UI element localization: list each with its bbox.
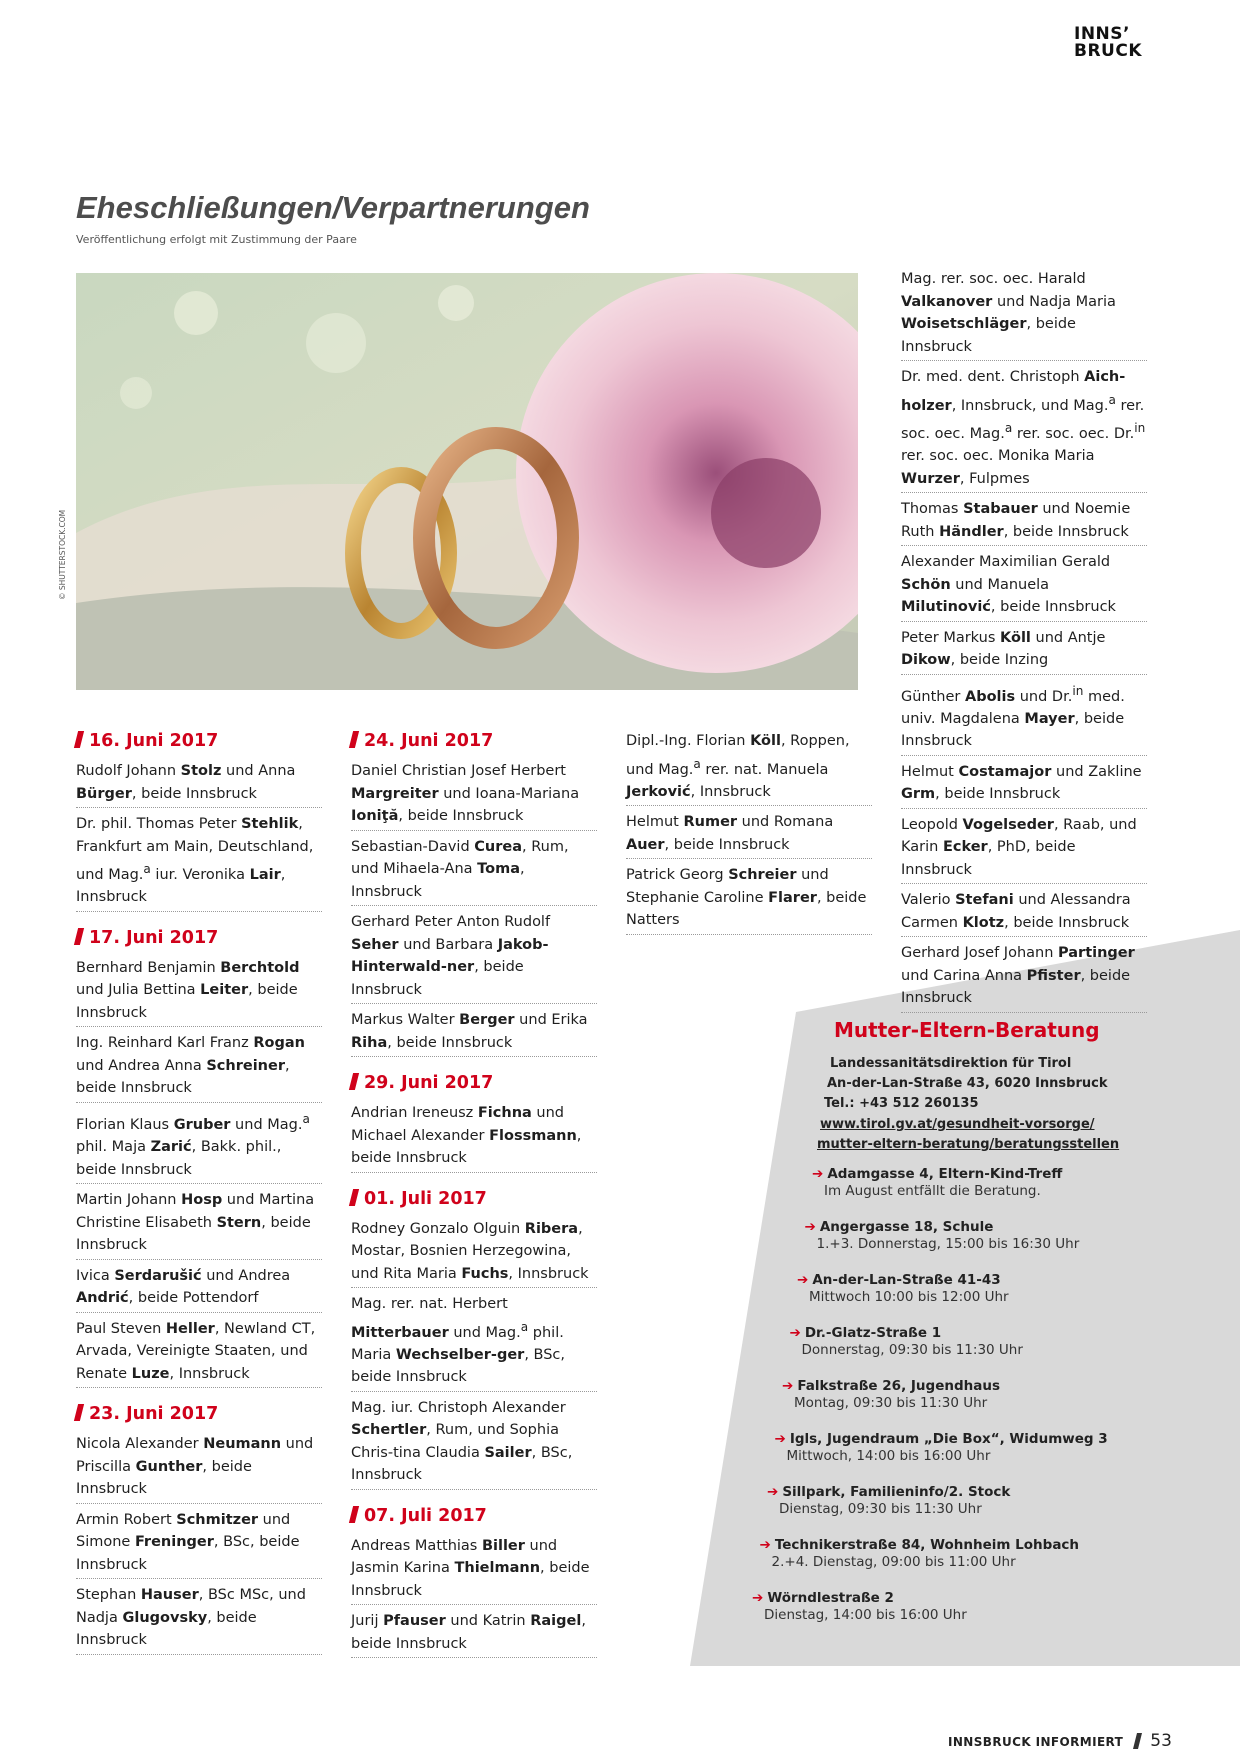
wedding-rings-photo	[76, 273, 858, 690]
location-time: Im August entfällt die Beratung.	[824, 1183, 1041, 1199]
marriage-entry: Mag. rer. soc. oec. Harald Valkanover und Nadja Maria Woisetschläger, beide Innsbruck	[901, 267, 1147, 361]
page-subtitle: Veröffentlichung erfolgt mit Zustimmung der Paare	[76, 233, 357, 246]
marriage-entry: Dr. med. dent. Christoph Aich-holzer, Innsbruck, und Mag.$^a$ rer. soc. oec. Mag.$^a$ rer. soc. oec. Dr.$^{in}$ rer. soc. oec. Monika Maria Wurzer, Fulpmes	[901, 365, 1147, 493]
date-slash	[74, 731, 84, 748]
marriage-entry: Paul Steven Heller, Newland CT, Arvada, Vereinigte Staaten, und Renate Luze, Innsbruck	[76, 1317, 322, 1389]
marriage-entry: Günther Abolis und Dr.$^{in}$ med. univ. Magdalena Mayer, beide Innsbruck	[901, 679, 1147, 756]
marriage-entry: Dipl.-Ing. Florian Köll, Roppen, und Mag.$^a$ rer. nat. Manuela Jerković, Innsbruck	[626, 729, 872, 806]
location-name: Wörndlestraße 2	[767, 1590, 894, 1606]
marriage-entry: Sebastian-David Curea, Rum, und Mihaela-Ana Toma, Innsbruck	[351, 835, 597, 907]
location-time: Mittwoch 10:00 bis 12:00 Uhr	[809, 1289, 1009, 1305]
location-item	[782, 1378, 1000, 1411]
logo	[1074, 26, 1142, 60]
box-title: Mutter-Eltern-Beratung	[834, 1018, 1100, 1042]
box-tel: Tel.: +43 512 260135	[824, 1096, 979, 1111]
arrow-icon: ➔	[804, 1219, 816, 1235]
marriage-entry: Alexander Maximilian Gerald Schön und Manuela Milutinović, beide Innsbruck	[901, 550, 1147, 622]
page-title: Eheschließungen/Verpartnerungen	[76, 190, 590, 225]
date-text: 01. Juli 2017	[364, 1188, 487, 1209]
marriage-entry: Ing. Reinhard Karl Franz Rogan und Andrea Anna Schreiner, beide Innsbruck	[76, 1031, 322, 1103]
marriage-entry: Bernhard Benjamin Berchtold und Julia Bettina Leiter, beide Innsbruck	[76, 956, 322, 1028]
column-3	[626, 729, 872, 939]
marriage-entry: Helmut Rumer und Romana Auer, beide Innsbruck	[626, 810, 872, 859]
location-time: Mittwoch, 14:00 bis 16:00 Uhr	[786, 1448, 991, 1464]
arrow-icon: ➔	[767, 1484, 779, 1500]
date-text: 17. Juni 2017	[89, 927, 219, 948]
location-name: An-der-Lan-Straße 41-43	[812, 1272, 1001, 1288]
date-slash	[349, 731, 359, 748]
marriage-entry: Armin Robert Schmitzer und Simone Freninger, BSc, beide Innsbruck	[76, 1508, 322, 1580]
location-name: Technikerstraße 84, Wohnheim Lohbach	[774, 1537, 1080, 1553]
marriage-entry: Rodney Gonzalo Olguin Ribera, Mostar, Bosnien Herzegowina, und Rita Maria Fuchs, Innsbruck	[351, 1217, 597, 1289]
location-time: 2.+4. Dienstag, 09:00 bis 11:00 Uhr	[771, 1554, 1016, 1570]
logo-line-1: INNS’	[1074, 24, 1130, 44]
location-name: Angergasse 18, Schule	[819, 1219, 994, 1235]
column-4	[901, 267, 1147, 1017]
location-time: Montag, 09:30 bis 11:30 Uhr	[794, 1395, 988, 1411]
location-name: Igls, Jugendraum „Die Box“, Widumweg 3	[789, 1431, 1108, 1447]
location-name: Falkstraße 26, Jugendhaus	[797, 1378, 1000, 1394]
marriage-entry: Patrick Georg Schreier und Stephanie Caroline Flarer, beide Natters	[626, 863, 872, 935]
column-2	[351, 729, 597, 1662]
date-slash	[349, 1506, 359, 1523]
date-slash	[349, 1189, 359, 1206]
date-text: 23. Juni 2017	[89, 1404, 219, 1425]
logo-line-2: BRUCK	[1074, 41, 1143, 61]
date-slash	[74, 928, 84, 945]
page-number: 53	[1150, 1731, 1172, 1751]
date-heading	[351, 1504, 597, 1528]
location-item	[797, 1272, 1009, 1305]
location-name: Sillpark, Familieninfo/2. Stock	[782, 1484, 1011, 1500]
date-text: 07. Juli 2017	[364, 1505, 487, 1526]
marriage-entry: Florian Klaus Gruber und Mag.$^a$ phil. Maja Zarić, Bakk. phil., beide Innsbruck	[76, 1107, 322, 1184]
marriage-entry: Peter Markus Köll und Antje Dikow, beide Inzing	[901, 626, 1147, 675]
marriage-entry: Ivica Serdarušić und Andrea Andrić, beide Pottendorf	[76, 1264, 322, 1313]
arrow-icon: ➔	[752, 1590, 764, 1606]
marriage-entry: Valerio Stefani und Alessandra Carmen Klotz, beide Innsbruck	[901, 888, 1147, 937]
date-heading	[76, 729, 322, 753]
footer-slash	[1133, 1733, 1142, 1749]
location-time: Donnerstag, 09:30 bis 11:30 Uhr	[801, 1342, 1023, 1358]
marriage-entry: Gerhard Peter Anton Rudolf Seher und Barbara Jakob-Hinterwald-ner, beide Innsbruck	[351, 910, 597, 1004]
marriage-entry: Dr. phil. Thomas Peter Stehlik, Frankfurt am Main, Deutschland, und Mag.$^a$ iur. Veronika Lair, Innsbruck	[76, 812, 322, 912]
marriage-entry: Leopold Vogelseder, Raab, und Karin Ecker, PhD, beide Innsbruck	[901, 813, 1147, 885]
date-text: 16. Juni 2017	[89, 731, 219, 751]
arrow-icon: ➔	[782, 1378, 794, 1394]
marriage-entry: Mag. rer. nat. Herbert Mitterbauer und Mag.$^a$ phil. Maria Wechselber-ger, BSc, beide Innsbruck	[351, 1292, 597, 1392]
date-text: 29. Juni 2017	[364, 1073, 494, 1093]
location-name: Dr.-Glatz-Straße 1	[804, 1325, 942, 1341]
location-name: Adamgasse 4, Eltern-Kind-Treff	[827, 1166, 1063, 1182]
date-heading	[351, 1187, 597, 1211]
footer-label: INNSBRUCK INFORMIERT	[948, 1735, 1124, 1749]
marriage-entry: Martin Johann Hosp und Martina Christine Elisabeth Stern, beide Innsbruck	[76, 1188, 322, 1260]
date-slash	[349, 1073, 359, 1090]
page-footer	[948, 1731, 1172, 1751]
marriage-entry: Jurij Pfauser und Katrin Raigel, beide Innsbruck	[351, 1609, 597, 1658]
marriage-entry: Stephan Hauser, BSc MSc, und Nadja Glugovsky, beide Innsbruck	[76, 1583, 322, 1655]
location-item	[790, 1325, 1023, 1358]
box-address: An-der-Lan-Straße 43, 6020 Innsbruck	[827, 1076, 1108, 1091]
location-time: 1.+3. Donnerstag, 15:00 bis 16:30 Uhr	[816, 1236, 1080, 1252]
marriage-entry: Andreas Matthias Biller und Jasmin Karina Thielmann, beide Innsbruck	[351, 1534, 597, 1606]
date-heading	[76, 1402, 322, 1426]
box-url-line-2[interactable]: mutter-eltern-beratung/beratungsstellen	[817, 1137, 1120, 1152]
marriage-entry: Mag. iur. Christoph Alexander Schertler, Rum, und Sophia Chris-tina Claudia Sailer, BSc, Innsbruck	[351, 1396, 597, 1490]
location-time: Dienstag, 14:00 bis 16:00 Uhr	[764, 1607, 967, 1623]
marriage-entry: Gerhard Josef Johann Partinger und Carina Anna Pfister, beide Innsbruck	[901, 941, 1147, 1013]
location-item	[752, 1590, 967, 1623]
arrow-icon: ➔	[759, 1537, 771, 1553]
location-item	[805, 1219, 1080, 1252]
date-heading	[351, 729, 597, 753]
arrow-icon: ➔	[797, 1272, 809, 1288]
location-item	[775, 1431, 1108, 1464]
marriage-entry: Helmut Costamajor und Zakline Grm, beide Innsbruck	[901, 760, 1147, 809]
arrow-icon: ➔	[789, 1325, 801, 1341]
location-item	[812, 1166, 1062, 1199]
marriage-entry: Nicola Alexander Neumann und Priscilla Gunther, beide Innsbruck	[76, 1432, 322, 1504]
date-slash	[74, 1404, 84, 1421]
marriage-entry: Markus Walter Berger und Erika Riha, beide Innsbruck	[351, 1008, 597, 1057]
arrow-icon: ➔	[812, 1166, 824, 1182]
date-heading	[76, 926, 322, 950]
marriage-entry: Rudolf Johann Stolz und Anna Bürger, beide Innsbruck	[76, 759, 322, 808]
date-text: 24. Juni 2017	[364, 731, 494, 751]
date-heading	[351, 1071, 597, 1095]
location-item	[760, 1537, 1080, 1570]
photo-credit: © SHUTTERSTOCK.COM	[58, 509, 67, 600]
column-1	[76, 729, 322, 1659]
marriage-entry: Andrian Ireneusz Fichna und Michael Alexander Flossmann, beide Innsbruck	[351, 1101, 597, 1173]
marriage-entry: Daniel Christian Josef Herbert Margreiter und Ioana-Mariana Ioniţă, beide Innsbruck	[351, 759, 597, 831]
location-time: Dienstag, 09:30 bis 11:30 Uhr	[779, 1501, 982, 1517]
marriage-entry: Thomas Stabauer und Noemie Ruth Händler, beide Innsbruck	[901, 497, 1147, 546]
location-item	[767, 1484, 1010, 1517]
box-url-line-1[interactable]: www.tirol.gv.at/gesundheit-vorsorge/	[820, 1117, 1095, 1132]
arrow-icon: ➔	[774, 1431, 786, 1447]
box-org: Landessanitätsdirektion für Tirol	[830, 1056, 1072, 1071]
